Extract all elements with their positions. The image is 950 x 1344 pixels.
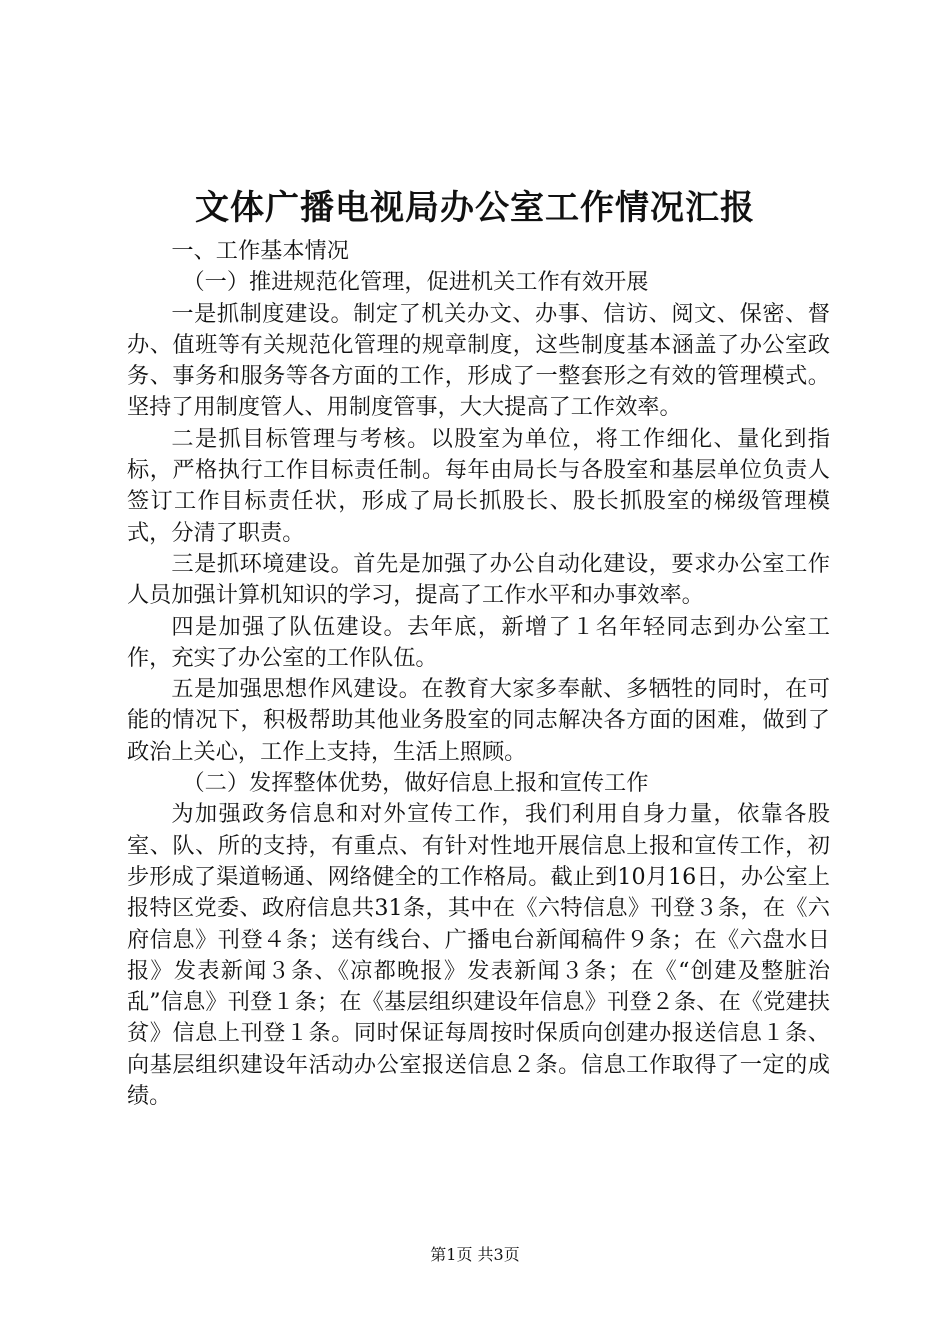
paragraph: 一是抓制度建设。制定了机关办文、办事、信访、阅文、保密、督办、值班等有关规范化管理的规章制度，这些制度基本涵盖了办公室政务、事务和服务等各方面的工作，形成了一整套形之有效的管理模式。坚持了用制度管人、用制度管事，大大提高了工作效率。 — [127, 300, 830, 421]
page-footer: 第1页 共3页 — [430, 1245, 520, 1264]
subsection-heading: （二）发挥整体优势，做好信息上报和宣传工作 — [182, 770, 649, 797]
paragraph: 四是加强了队伍建设。去年底，新增了１名年轻同志到办公室工作，充实了办公室的工作队伍。 — [127, 613, 830, 671]
paragraph: 五是加强思想作风建设。在教育大家多奉献、多牺牲的同时，在可能的情况下，积极帮助其他业务股室的同志解决各方面的困难，做到了政治上关心，工作上支持，生活上照顾。 — [127, 676, 830, 765]
subsection-heading: （一）推进规范化管理，促进机关工作有效开展 — [182, 269, 649, 296]
document-title: 文体广播电视局办公室工作情况汇报 — [195, 188, 755, 228]
paragraph: 三是抓环境建设。首先是加强了办公自动化建设，要求办公室工作人员加强计算机知识的学习，提高了工作水平和办事效率。 — [127, 550, 830, 609]
section-heading: 一、工作基本情况 — [171, 238, 349, 264]
paragraph: 二是抓目标管理与考核。以股室为单位，将工作细化、量化到指标，严格执行工作目标责任制。每年由局长与各股室和基层单位负责人签订工作目标责任状，形成了局长抓股长、股长抓股室的梯级管理模式，分清了职责。 — [127, 425, 830, 546]
paragraph: 为加强政务信息和对外宣传工作，我们利用自身力量，依靠各股室、队、所的支持，有重点、有针对性地开展信息上报和宣传工作，初步形成了渠道畅通、网络健全的工作格局。截止到10月16日，办公室上报特区党委、政府信息共31条，其中在《六特信息》刊登３条，在《六府信息》刊登４条；送有线台、广播电台新闻稿件９条；在《六盘水日报》发表新闻３条、《凉都晚报》发表新闻３条；在《“创建及整脏治乱”信息》刊登１条；在《基层组织建设年信息》刊登２条、在《党建扶贫》信息上刊登１条。同时保证每周按时保质向创建办报送信息１条、向基层组织建设年活动办公室报送信息２条。信息工作取得了一定的成绩。 — [127, 801, 830, 1110]
document-body — [127, 236, 830, 1112]
